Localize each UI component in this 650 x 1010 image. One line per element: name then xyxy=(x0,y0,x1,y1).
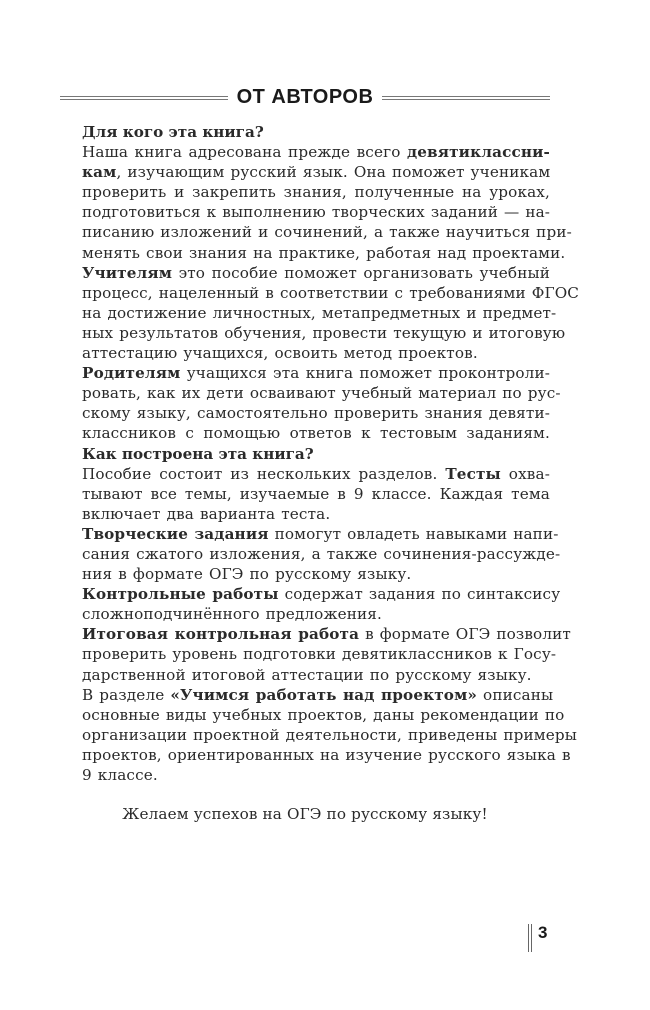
section-header xyxy=(60,82,550,112)
paragraph-structure: Пособие состоит из нескольких разделов. Тесты охва- тывают все темы, изучаемые в 9 классе. Каждая тема включает два варианта теста. xyxy=(82,464,550,523)
page-number xyxy=(528,924,547,952)
header-double-rule-right xyxy=(382,96,550,100)
paragraph-projects: В разделе «Учимся работать над проектом» описаны основные виды учебных проектов, даны рекомендации по организации проектной деятельности, приведены примеры проектов, ориентированных на изучение русского языка в 9 классе. xyxy=(82,685,577,784)
closing-wish: Желаем успехов на ОГЭ по русскому языку! xyxy=(122,805,488,823)
paragraph-control-works: Контрольные работы содержат задания по синтаксису сложноподчинённого предложения. xyxy=(82,585,561,624)
subheading-who: Для кого эта книга? xyxy=(82,123,264,141)
bold-term: Учителям xyxy=(82,263,173,282)
bold-term: Родителям xyxy=(82,364,181,383)
bold-term: «Учимся работать над проектом» xyxy=(170,685,478,704)
paragraph-creative-tasks: Творческие задания помогут овладеть навыками напи- сания сжатого изложения, а также сочинения-рассужде- ния в формате ОГЭ по русскому языку. xyxy=(82,524,561,584)
header-double-rule-left xyxy=(60,96,228,100)
bold-term: Тесты xyxy=(445,464,501,483)
paragraph-audience: Наша книга адресована прежде всего девятиклассни- кам, изучающим русский язык. Она поможет ученикам проверить и закрепить знания, полученные на уроках, подготовиться к выполнению творческих заданий — на- писанию изложений и сочинений, а также научиться при- менять свои знания на практике, работая над проектами. xyxy=(82,143,572,262)
bold-term: Итоговая контрольная работа xyxy=(82,625,360,644)
bold-term: девятиклассни- xyxy=(406,143,550,162)
page-number-bar xyxy=(528,924,532,952)
paragraph-parents: Родителям учащихся эта книга поможет проконтроли- ровать, как их дети осваивают учебный материал по рус- скому языку, самостоятельно проверить знания девяти- классников с помощью ответов к тестовым заданиям. xyxy=(82,364,561,443)
paragraph-final-test: Итоговая контрольная работа в формате ОГЭ позволит проверить уровень подготовки девятиклассников к Госу- дарственной итоговой аттестации по русскому языку. xyxy=(82,625,571,684)
bold-term: Контрольные работы xyxy=(82,585,279,604)
page-title: ОТ АВТОРОВ xyxy=(236,85,374,108)
page-number-value: 3 xyxy=(538,923,548,942)
paragraph-teachers: Учителям это пособие поможет организовать учебный процесс, нацеленный в соответствии с требованиями ФГОС на достижение личностных, метапредметных и предмет- ных результатов обучения, провести текущую и итоговую аттестацию учащихся, освоить метод проектов. xyxy=(82,263,580,363)
preface-body xyxy=(60,122,580,785)
bold-term: Творческие задания xyxy=(82,524,269,543)
bold-term: кам xyxy=(82,163,117,182)
subheading-how: Как построена эта книга? xyxy=(82,444,314,463)
